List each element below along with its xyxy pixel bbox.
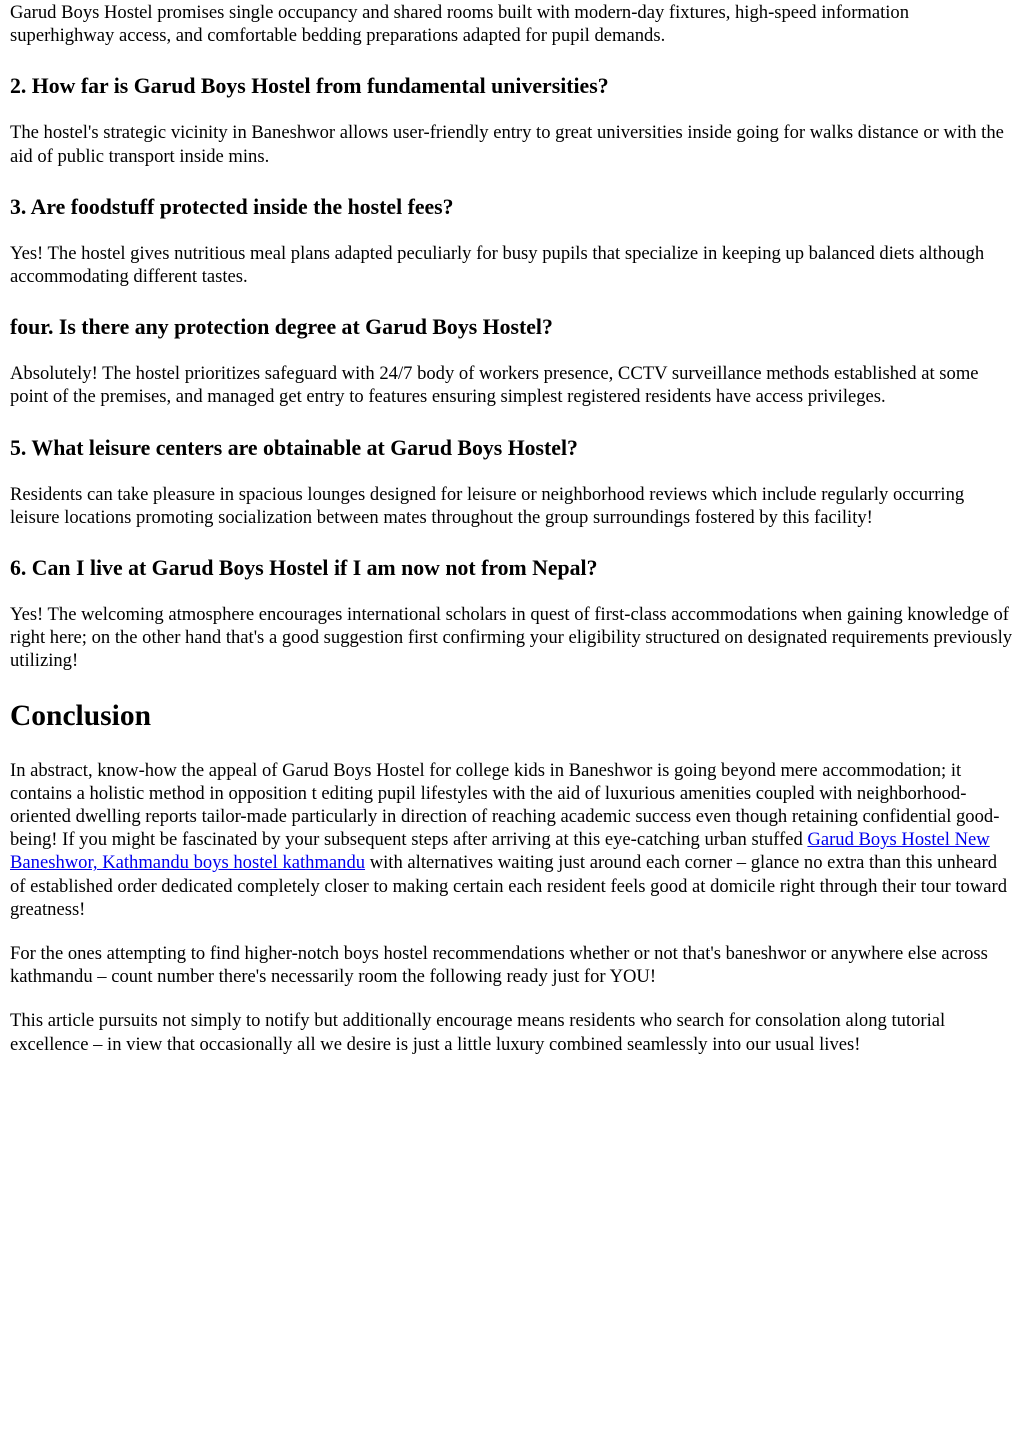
faq-question-3: 3. Are foodstuff protected inside the hostel fees? — [10, 194, 454, 219]
faq-answer-2: The hostel's strategic vicinity in Baneshwor allows user-friendly entry to great universities inside going for walks distance or with the aid of public transport inside mins. — [10, 122, 1004, 167]
faq-question-4: four. Is there any protection degree at Garud Boys Hostel? — [10, 315, 553, 340]
conclusion-paragraph-1-text-end: with alternatives waiting just around each corner – glance no extra than this unheard of established order dedicated completely closer to making certain each resident feels good at domicile right through their tour toward greatness! — [10, 852, 1008, 920]
faq-question-6: 6. Can I live at Garud Boys Hostel if I am now not from Nepal? — [10, 556, 598, 581]
hostel-link[interactable]: Garud Boys Hostel New Baneshwor, Kathmandu boys hostel kathmandu — [10, 829, 990, 874]
faq-question-2: 2. How far is Garud Boys Hostel from fundamental universities? — [10, 74, 609, 99]
conclusion-paragraph-3: This article pursuits not simply to notify but additionally encourage means residents who search for consolation along tutorial excellence – in view that occasionally all we desire is just a little luxury combined seamlessly into our usual lives! — [10, 1010, 946, 1055]
faq-answer-6: Yes! The welcoming atmosphere encourages international scholars in quest of first-class accommodations when gaining knowledge of right here; on the other hand that's a good suggestion first confirming your eligibility structured on designated requirements previously utilizing! — [10, 604, 1013, 672]
conclusion-paragraph-1 — [10, 759, 1014, 921]
conclusion-heading: Conclusion — [10, 699, 151, 732]
conclusion-paragraph-1-text-start: In abstract, know-how the appeal of Garud Boys Hostel for college kids in Baneshwor is going beyond mere accommodation; it contains a holistic method in opposition t editing pupil lifestyles with the aid of luxurious amenities coupled with neighborhood-oriented dwelling reports tailor-made particularly in direction of reaching academic success even though retaining confidential good-being! If you might be fascinated by your subsequent steps after arriving at this eye-catching urban stuffed — [10, 759, 1000, 851]
article-body — [0, 1, 1024, 1056]
faq-answer-4: Absolutely! The hostel prioritizes safeguard with 24/7 body of workers presence, CCTV surveillance methods established at some point of the premises, and managed get entry to features ensuring simplest registered residents have access privileges. — [10, 363, 979, 408]
faq-answer-5: Residents can take pleasure in spacious lounges designed for leisure or neighborhood reviews which include regularly occurring leisure locations promoting socialization between mates throughout the group surroundings fostered by this facility! — [10, 483, 965, 528]
intro-paragraph: Garud Boys Hostel promises single occupancy and shared rooms built with modern-day fixtures, high-speed information superhighway access, and comfortable bedding preparations adapted for pupil demands. — [10, 2, 910, 47]
faq-answer-3: Yes! The hostel gives nutritious meal plans adapted peculiarly for busy pupils that specialize in keeping up balanced diets although accommodating different tastes. — [10, 242, 985, 288]
conclusion-paragraph-2: For the ones attempting to find higher-notch boys hostel recommendations whether or not that's baneshwor or anywhere else across kathmandu – count number there's necessarily room the following ready just for YOU! — [10, 943, 988, 988]
faq-question-5: 5. What leisure centers are obtainable at Garud Boys Hostel? — [10, 435, 578, 460]
